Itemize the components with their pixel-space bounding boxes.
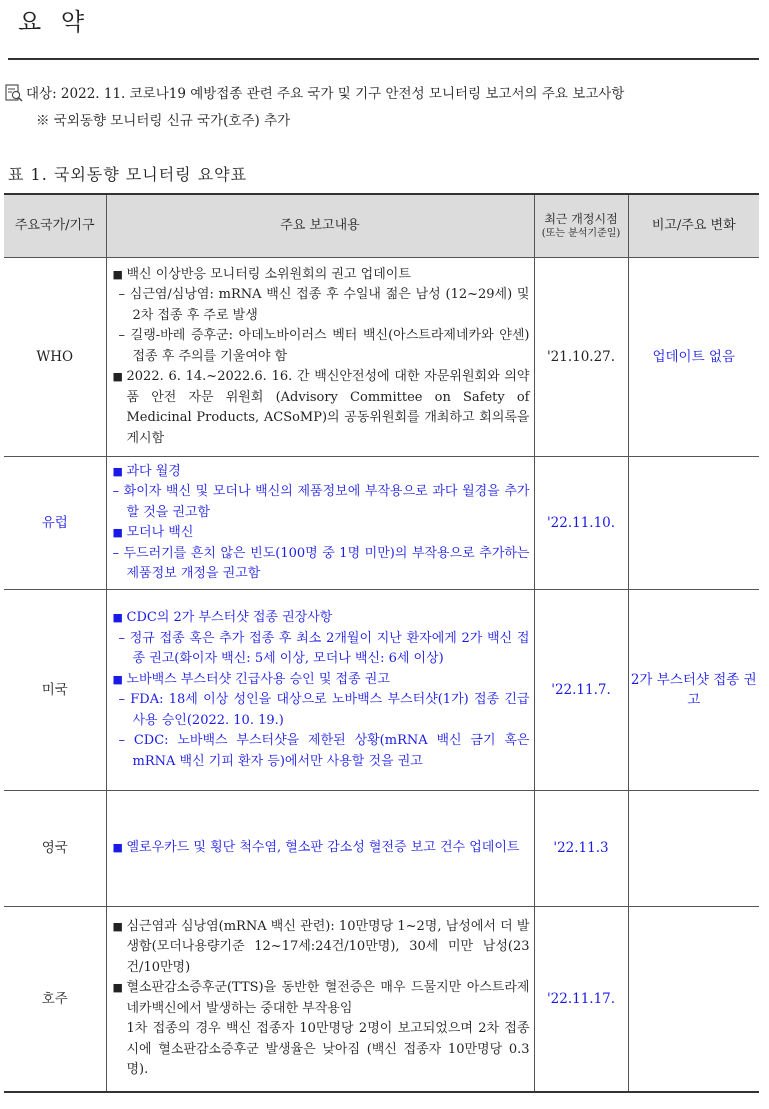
table-header-row bbox=[4, 194, 759, 258]
row-content bbox=[106, 791, 534, 907]
list-item: ■ 과다 월경 bbox=[113, 462, 530, 483]
row-remark bbox=[628, 457, 759, 590]
row-remark bbox=[628, 791, 759, 907]
row-country: 호주 bbox=[4, 907, 106, 1092]
list-subitem: – 심근염/심낭염: mRNA 백신 접종 후 수일내 젊은 남성 (12~29세) 및 2차 접종 후 주로 발생 bbox=[118, 287, 530, 323]
header-content: 주요 보고내용 bbox=[106, 194, 534, 258]
table-row bbox=[4, 907, 759, 1092]
document-magnifier-icon bbox=[4, 84, 24, 102]
row-date: '21.10.27. bbox=[534, 258, 628, 457]
header-remark: 비고/주요 변화 bbox=[628, 194, 759, 258]
list-item: ■ 백신 이상반응 모니터링 소위원회의 권고 업데이트 bbox=[113, 265, 530, 286]
list-item: ■ 모더나 백신 bbox=[113, 523, 530, 544]
list-item: ■ CDC의 2가 부스터샷 접종 권장사항 bbox=[113, 608, 530, 629]
row-remark bbox=[628, 907, 759, 1092]
row-remark: 2가 부스터샷 접종 권고 bbox=[628, 590, 759, 791]
row-content bbox=[106, 457, 534, 590]
list-subitem: – FDA: 18세 이상 성인을 대상으로 노바백스 부스터샷(1가) 접종 긴급사용 승인(2022. 10. 19.) bbox=[118, 692, 530, 728]
list-paragraph: 1차 접종의 경우 백신 접종자 10만명당 2명이 보고되었으며 2차 접종시에 혈소판감소증후군 발생율은 낮아짐 (백신 접종자 10만명당 0.3명). bbox=[126, 1021, 530, 1078]
table-row bbox=[4, 457, 759, 590]
row-content bbox=[106, 258, 534, 457]
page-title: 요 약 bbox=[18, 8, 90, 36]
list-item: ■ 심근염과 심낭염(mRNA 백신 관련): 10만명당 1~2명, 남성에서 더 발생함(모더나용량기준 12~17세:24건/10만명), 30세 미만 남성(23건/10만명) bbox=[112, 918, 530, 975]
list-item: ■ 2022. 6. 14.~2022.6. 16. 간 백신안전성에 대한 자문위원회와 의약품 안전 자문 위원회 (Advisory Committee on Safety of Medicinal Products, ACSoMP)의 공동위원회를 개최하고 회의록을 게시함 bbox=[112, 369, 530, 446]
row-date: '22.11.17. bbox=[534, 907, 628, 1092]
header-country: 주요국가/기구 bbox=[4, 194, 106, 258]
monitoring-summary-table bbox=[4, 193, 759, 1093]
row-country: 미국 bbox=[4, 590, 106, 791]
list-item: ■ 혈소판감소증후군(TTS)을 동반한 혈전증은 매우 드물지만 아스트라제네카백신에서 발생하는 중대한 부작용임 bbox=[112, 980, 530, 1016]
list-item: ■ 노바백스 부스터샷 긴급사용 승인 및 접종 권고 bbox=[113, 670, 530, 691]
list-item: ■ 옐로우카드 및 횡단 척수염, 혈소판 감소성 혈전증 보고 건수 업데이트 bbox=[113, 838, 530, 859]
table-row bbox=[4, 590, 759, 791]
title-divider bbox=[8, 58, 759, 60]
bullet-square-icon: ■ bbox=[112, 267, 123, 281]
row-date: '22.11.3 bbox=[534, 791, 628, 907]
table-caption: 표 1. 국외동향 모니터링 요약표 bbox=[8, 165, 248, 184]
list-subitem: – 화이자 백신 및 모더나 백신의 제품정보에 부작용으로 과다 월경을 추가할 것을 권고함 bbox=[112, 484, 530, 520]
row-content bbox=[106, 590, 534, 791]
bullet-square-icon: ■ bbox=[112, 611, 123, 624]
target-note bbox=[4, 82, 624, 102]
bullet-square-icon: ■ bbox=[112, 526, 123, 539]
row-country: 영국 bbox=[4, 791, 106, 907]
header-date-sub: (또는 분석기준일) bbox=[541, 228, 621, 239]
row-date: '22.11.7. bbox=[534, 590, 628, 791]
row-country: WHO bbox=[4, 258, 106, 457]
list-subitem: – CDC: 노바백스 부스터샷을 제한된 상황(mRNA 백신 금기 혹은 mRNA 백신 기피 환자 등)에서만 사용할 것을 권고 bbox=[118, 733, 530, 769]
list-subitem: – 정규 접종 혹은 추가 접종 후 최소 2개월이 지난 환자에게 2가 백신 접종 권고(화이자 백신: 5세 이상, 모더나 백신: 6세 이상) bbox=[118, 630, 530, 666]
row-country: 유럽 bbox=[4, 457, 106, 590]
bullet-square-icon: ■ bbox=[112, 919, 123, 933]
bullet-square-icon: ■ bbox=[112, 672, 123, 686]
bullet-square-icon: ■ bbox=[112, 370, 123, 384]
row-date: '22.11.10. bbox=[534, 457, 628, 590]
table-row bbox=[4, 258, 759, 457]
header-date-main: 최근 개정시점 bbox=[544, 212, 618, 226]
table-row bbox=[4, 791, 759, 907]
target-note-text: 대상: 2022. 11. 코로나19 예방접종 관련 주요 국가 및 기구 안전성 모니터링 보고서의 주요 보고사항 bbox=[26, 86, 625, 102]
list-subitem: – 두드러기를 흔치 않은 빈도(100명 중 1명 미만)의 부작용으로 추가하는 제품정보 개정을 권고함 bbox=[112, 545, 530, 581]
header-date bbox=[534, 194, 628, 258]
bullet-square-icon: ■ bbox=[112, 981, 123, 995]
row-content bbox=[106, 907, 534, 1092]
row-remark: 업데이트 없음 bbox=[628, 258, 759, 457]
new-country-note: ※ 국외동향 모니터링 신규 국가(호주) 추가 bbox=[36, 113, 291, 129]
bullet-square-icon: ■ bbox=[112, 464, 123, 478]
list-subitem: – 길랭-바레 증후군: 아데노바이러스 벡터 백신(아스트라제네카와 얀센) 접종 후 주의를 기울여야 함 bbox=[118, 328, 530, 364]
bullet-square-icon: ■ bbox=[112, 841, 123, 855]
